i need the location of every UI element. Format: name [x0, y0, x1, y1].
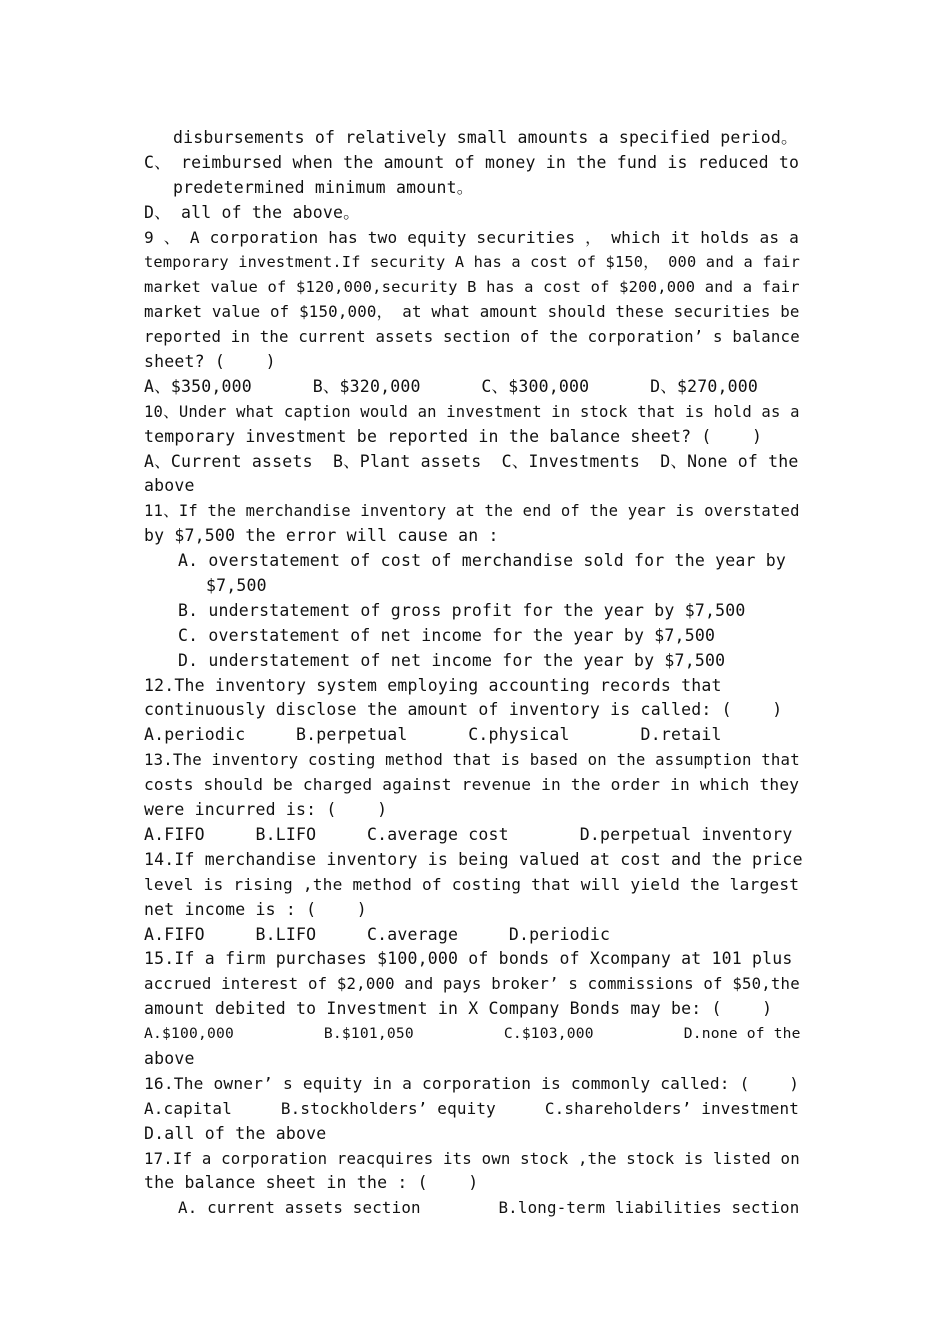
text-line: sheet? ( ) [144, 352, 276, 372]
question-12: 12.The inventory system employing accounting records that [144, 675, 722, 695]
question-10: 10、Under what caption would an investment in stock that is hold as a [144, 402, 800, 421]
text-line: reported in the current assets section of the corporation’ s balance [144, 327, 800, 347]
text-line: above [144, 476, 195, 496]
answer-options: A. current assets section B.long-term liabilities section [178, 1198, 800, 1218]
answer-options: A、$350,000 B、$320,000 C、$300,000 D、$270,000 [144, 376, 759, 396]
option-a: A. overstatement of cost of merchandise sold for the year by [178, 551, 787, 571]
text-line: temporary investment.If security A has a cost of $150， 000 and a fair [144, 253, 800, 272]
text-line: disbursements of relatively small amounts a specified period。 [173, 128, 798, 147]
text-line: D.all of the above [144, 1123, 327, 1143]
text-line: continuously disclose the amount of inventory is called: ( ) [144, 700, 783, 720]
option-d: D、 all of the above。 [144, 202, 360, 222]
text-line: predetermined minimum amount。 [173, 177, 474, 197]
option-c: C. overstatement of net income for the year by $7,500 [178, 625, 716, 645]
question-15: 15.If a firm purchases $100,000 of bonds of Xcompany at 101 plus [144, 949, 793, 969]
text-line: the balance sheet in the : ( ) [144, 1173, 479, 1193]
text-line: market value of $120,000,security B has a cost of $200,000 and a fair [144, 278, 800, 297]
question-17: 17.If a corporation reacquires its own stock ,the stock is listed on [144, 1148, 800, 1168]
option-b: B. understatement of gross profit for the year by $7,500 [178, 600, 746, 620]
text-line: by $7,500 the error will cause an : [144, 526, 499, 546]
answer-options: A.periodic B.perpetual C.physical D.retail [144, 725, 722, 745]
text-line: market value of $150,000， at what amount should these securities be [144, 302, 800, 322]
question-11: 11、If the merchandise inventory at the end of the year is overstated [144, 502, 800, 521]
answer-options: A.FIFO B.LIFO C.average cost D.perpetual inventory [144, 824, 793, 844]
text-line: net income is : ( ) [144, 899, 367, 919]
option-d: D. understatement of net income for the year by $7,500 [178, 650, 726, 670]
answer-options: A、Current assets B、Plant assets C、Investments D、None of the [144, 451, 799, 471]
text-line: temporary investment be reported in the balance sheet? ( ) [144, 426, 763, 446]
option-c: C、 reimbursed when the amount of money in the fund is reduced to [144, 152, 800, 172]
text-line: above [144, 1048, 195, 1068]
answer-options: A.$100,000 B.$101,050 C.$103,000 D.none of the [144, 1025, 801, 1043]
text-line: amount debited to Investment in X Company Bonds may be: ( ) [144, 999, 773, 1019]
text-line: costs should be charged against revenue in the order in which they [144, 775, 800, 795]
text-line: $7,500 [206, 576, 267, 596]
question-13: 13.The inventory costing method that is based on the assumption that [144, 750, 800, 770]
text-line: were incurred is: ( ) [144, 800, 388, 820]
answer-options: A.capital B.stockholders’ equity C.shareholders’ investment [144, 1098, 800, 1118]
answer-options: A.FIFO B.LIFO C.average D.periodic [144, 924, 611, 944]
text-line: level is rising ,the method of costing that will yield the largest [144, 874, 800, 894]
question-16: 16.The owner’ s equity in a corporation is commonly called: ( ) [144, 1073, 800, 1093]
question-14: 14.If merchandise inventory is being valued at cost and the price [144, 849, 803, 869]
document-page [144, 126, 806, 1221]
text-line: accrued interest of $2,000 and pays broker’ s commissions of $50,the [144, 974, 800, 994]
question-9: 9 、 A corporation has two equity securities ， which it holds as a [144, 227, 799, 247]
